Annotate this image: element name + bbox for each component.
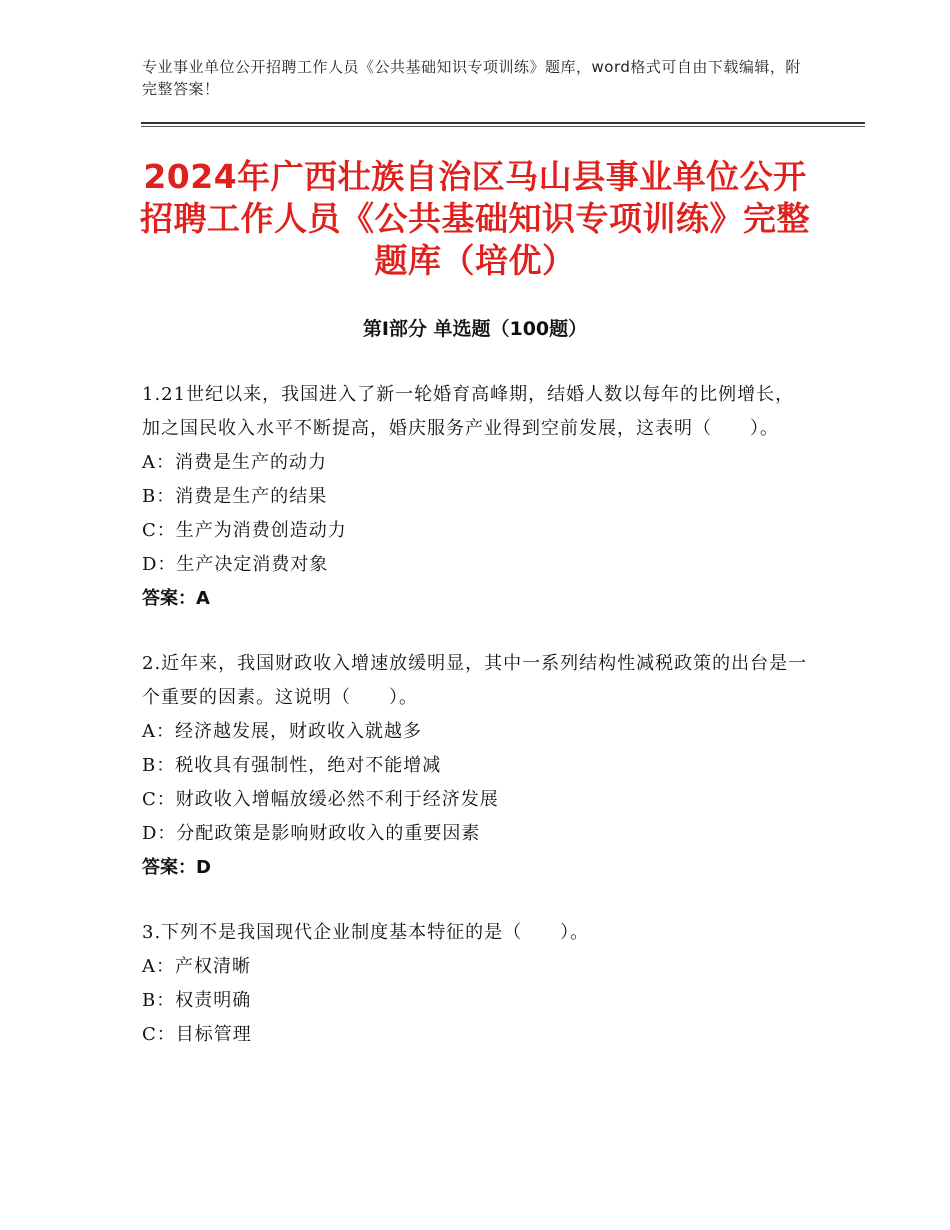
option-c: C：目标管理 — [142, 1024, 252, 1045]
option-a: A：消费是生产的动力 — [142, 452, 327, 473]
option-d: D：生产决定消费对象 — [142, 554, 329, 575]
option-c: C：财政收入增幅放缓必然不利于经济发展 — [142, 789, 499, 810]
question-1 — [142, 378, 812, 616]
answer: 答案：D — [142, 857, 211, 878]
question-stem: 2.近年来，我国财政收入增速放缓明显，其中一系列结构性减税政策的出台是一个重要的因素。这说明（ ）。 — [142, 653, 808, 708]
option-b: B：税收具有强制性，绝对不能增减 — [142, 755, 442, 776]
option-d: D：分配政策是影响财政收入的重要因素 — [142, 823, 481, 844]
question-stem: 1.21世纪以来，我国进入了新一轮婚育高峰期，结婚人数以每年的比例增长，加之国民收入水平不断提高，婚庆服务产业得到空前发展，这表明（ ）。 — [142, 384, 795, 439]
question-3 — [142, 916, 812, 1052]
option-b: B：消费是生产的结果 — [142, 486, 328, 507]
header-note: 专业事业单位公开招聘工作人员《公共基础知识专项训练》题库，word格式可自由下载编辑，附完整答案！ — [142, 58, 801, 98]
answer: 答案：A — [142, 588, 210, 609]
question-2 — [142, 647, 812, 885]
header-divider-thin — [141, 126, 865, 127]
header-divider-thick — [141, 122, 865, 124]
question-stem: 3.下列不是我国现代企业制度基本特征的是（ ）。 — [142, 922, 590, 943]
option-a: A：经济越发展，财政收入就越多 — [142, 721, 422, 742]
question-list — [142, 378, 812, 1083]
option-c: C：生产为消费创造动力 — [142, 520, 347, 541]
document-title: 2024年广西壮族自治区马山县事业单位公开招聘工作人员《公共基础知识专项训练》完整题库（培优） — [140, 157, 810, 280]
section-heading: 第Ⅰ部分 单选题（100题） — [362, 318, 588, 340]
option-b: B：权责明确 — [142, 990, 252, 1011]
option-a: A：产权清晰 — [142, 956, 251, 977]
